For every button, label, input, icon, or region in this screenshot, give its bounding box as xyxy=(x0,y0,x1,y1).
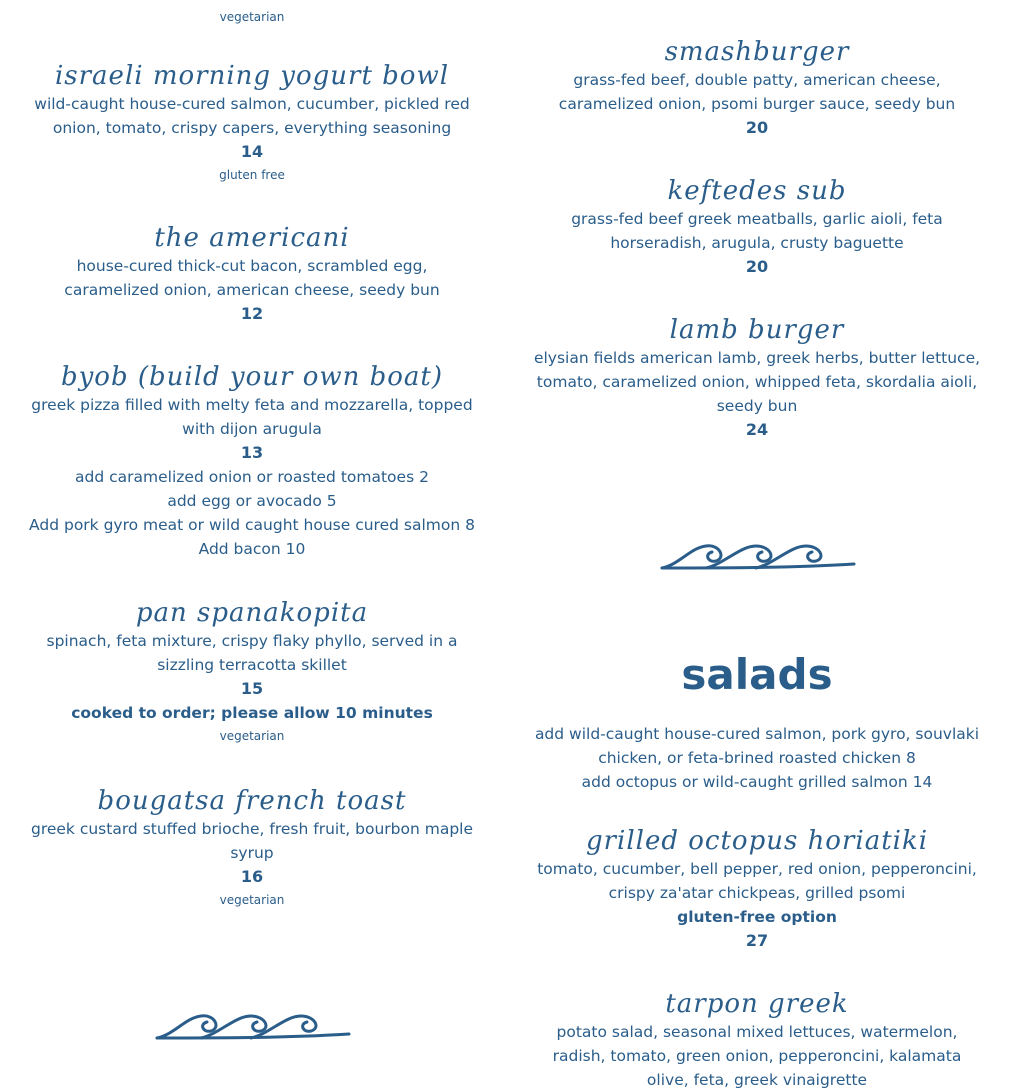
top-dietary-tag xyxy=(27,8,477,26)
menu-item-addon: Add bacon 10 xyxy=(198,540,306,558)
dietary-tag: gluten free xyxy=(219,168,285,182)
menu-item-smashburger xyxy=(532,36,982,140)
menu-item-name: keftedes sub xyxy=(667,176,847,206)
dietary-tag: vegetarian xyxy=(219,729,285,743)
menu-item-price: 24 xyxy=(745,420,769,439)
menu-item-addon: Add pork gyro meat or wild caught house cured salmon 8 xyxy=(29,516,475,534)
salads-section-header xyxy=(532,650,982,700)
menu-item-price: 15 xyxy=(240,679,264,698)
left-column xyxy=(27,0,477,1089)
section-title: salads xyxy=(681,650,833,699)
menu-item-keftedes-sub xyxy=(532,175,982,279)
menu-item-name: grilled octopus horiatiki xyxy=(585,826,929,856)
wave-divider-icon xyxy=(660,534,856,574)
dietary-tag: vegetarian xyxy=(219,10,285,24)
menu-item-name: tarpon greek xyxy=(665,989,849,1019)
menu-item-addon: add caramelized onion or roasted tomatoes 2 xyxy=(75,468,429,486)
menu-item-price: 14 xyxy=(240,142,264,161)
salad-addon: add wild-caught house-cured salmon, pork gyro, souvlaki chicken, or feta-brined roasted chicken 8 xyxy=(534,725,980,767)
menu-item-description: elysian fields american lamb, greek herbs, butter lettuce, tomato, caramelized onion, whipped feta, skordalia aioli, seedy bun xyxy=(533,349,981,415)
menu-item-description: grass-fed beef, double patty, american cheese, caramelized onion, psomi burger sauce, seedy bun xyxy=(558,71,956,113)
menu-item-description: grass-fed beef greek meatballs, garlic aioli, feta horseradish, arugula, crusty baguette xyxy=(571,210,943,252)
menu-item-israeli-morning-yogurt-bowl xyxy=(27,60,477,184)
menu-item-description: greek pizza filled with melty feta and mozzarella, topped with dijon arugula xyxy=(31,396,473,438)
menu-item-description: tomato, cucumber, bell pepper, red onion, pepperoncini, crispy za'atar chickpeas, grilled psomi xyxy=(537,860,977,902)
menu-item-description: spinach, feta mixture, crispy flaky phyllo, served in a sizzling terracotta skillet xyxy=(46,632,458,674)
menu-item-name: pan spanakopita xyxy=(135,598,369,628)
menu-item-name: bougatsa french toast xyxy=(97,786,407,816)
menu-item-name: the americani xyxy=(154,223,350,253)
menu-item-price: 13 xyxy=(240,443,264,462)
menu-item-price: 12 xyxy=(240,304,264,323)
menu-item-bougatsa-french-toast xyxy=(27,785,477,909)
salad-addon: add octopus or wild-caught grilled salmon 14 xyxy=(581,773,933,791)
menu-item-name: lamb burger xyxy=(669,315,845,345)
menu-item-the-americani xyxy=(27,222,477,326)
menu-item-name: byob (build your own boat) xyxy=(60,362,444,392)
salads-addons xyxy=(532,722,982,794)
menu-item-description: wild-caught house-cured salmon, cucumber, pickled red onion, tomato, crispy capers, everything seasoning xyxy=(34,95,470,137)
menu-item-price: 27 xyxy=(745,931,769,950)
menu-item-grilled-octopus-horiatiki xyxy=(532,825,982,953)
menu-item-note: gluten-free option xyxy=(677,908,837,926)
menu-item-addon: add egg or avocado 5 xyxy=(167,492,337,510)
menu-item-lamb-burger xyxy=(532,314,982,442)
menu-item-byob xyxy=(27,361,477,561)
menu-item-tarpon-greek xyxy=(532,988,982,1092)
menu-item-price: 20 xyxy=(745,257,769,276)
right-column xyxy=(532,0,982,1089)
menu-item-name: smashburger xyxy=(664,37,850,67)
menu-item-description: potato salad, seasonal mixed lettuces, watermelon, radish, tomato, green onion, pepperoncini, kalamata olive, feta, greek vinaigrette xyxy=(552,1023,962,1089)
dietary-tag: vegetarian xyxy=(219,893,285,907)
menu-item-name: israeli morning yogurt bowl xyxy=(54,61,450,91)
menu-item-note: cooked to order; please allow 10 minutes xyxy=(71,704,433,722)
menu-item-description: greek custard stuffed brioche, fresh fruit, bourbon maple syrup xyxy=(30,820,473,862)
wave-divider-icon xyxy=(155,1004,351,1044)
menu-item-price: 20 xyxy=(745,118,769,137)
menu-item-description: house-cured thick-cut bacon, scrambled egg, caramelized onion, american cheese, seedy bun xyxy=(64,257,440,299)
menu-item-price: 16 xyxy=(240,867,264,886)
menu-item-pan-spanakopita xyxy=(27,597,477,745)
